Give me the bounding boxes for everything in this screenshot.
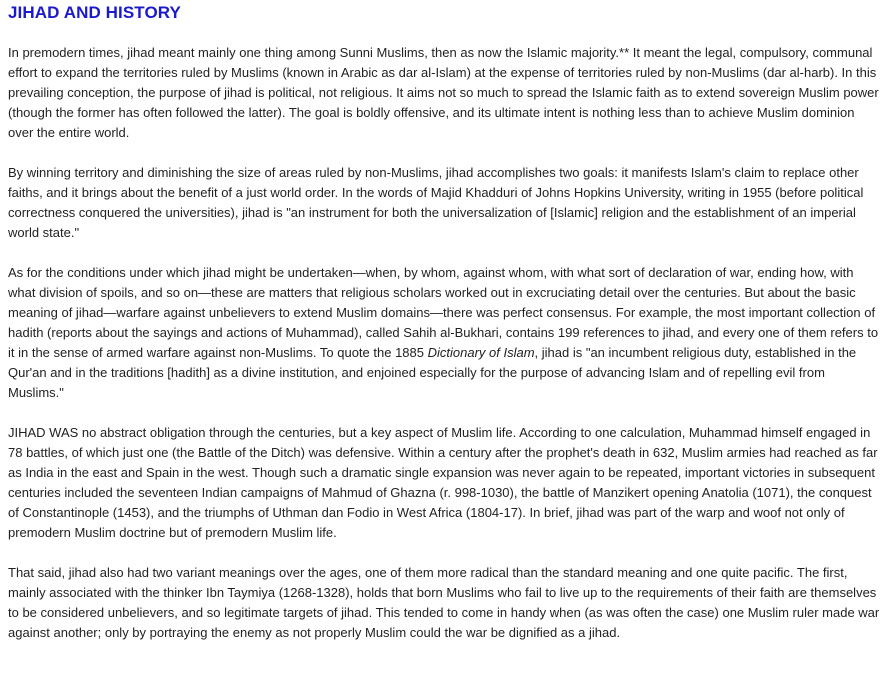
paragraph-4: JIHAD WAS no abstract obligation through the centuries, but a key aspect of Muslim life. According to one calculation, Muhammad himself engaged in 78 battles, of which just one (the Battle of the Ditch) was defensive. Within a century after the prophet's death in 632, Muslim armies had reached as far as India in the east and Spain in the west. Though such a dramatic single expansion was never again to be repeated, important victories in subsequent centuries included the seventeen Indian campaigns of Mahmud of Ghazna (r. 998-1030), the battle of Manzikert opening Anatolia (1071), the conquest of Constantinople (1453), and the triumphs of Uthman dan Fodio in West Africa (1804-17). In brief, jihad was part of the warp and woof not only of premodern Muslim doctrine but of premodern Muslim life. — [8, 425, 878, 540]
article — [8, 0, 880, 643]
paragraph-3-text-start: As for the conditions under which jihad might be undertaken—when, by whom, against whom, with what sort of declaration of war, ending how, with what division of spoils, and so on—these are matters that religious scholars worked out in excruciating detail over the centuries. But about the basic meaning of jihad—warfare against unbelievers to extend Muslim domains—there was perfect consensus. For example, the most important collection of hadith (reports about the sayings and actions of Muhammad), called Sahih al-Bukhari, contains 199 references to jihad, and every one of them refers to it in the sense of armed warfare against non-Muslims. To quote the 1885 — [8, 265, 879, 360]
paragraph-2: By winning territory and diminishing the size of areas ruled by non-Muslims, jihad accomplishes two goals: it manifests Islam's claim to replace other faiths, and it brings about the benefit of a just world order. In the words of Majid Khadduri of Johns Hopkins University, writing in 1955 (before political correctness conquered the universities), jihad is "an instrument for both the universalization of [Islamic] religion and the establishment of an imperial world state." — [8, 165, 864, 240]
paragraph-3 — [8, 263, 880, 403]
dictionary-of-islam-title: Dictionary of Islam — [427, 345, 535, 360]
paragraph-1: In premodern times, jihad meant mainly one thing among Sunni Muslims, then as now the Islamic majority.** It meant the legal, compulsory, communal effort to expand the territories ruled by Muslims (known in Arabic as dar al-Islam) at the expense of territories ruled by non-Muslims (dar al-harb). In this prevailing conception, the purpose of jihad is political, not religious. It aims not so much to spread the Islamic faith as to extend sovereign Muslim power (though the former has often followed the latter). The goal is boldly offensive, and its ultimate intent is nothing less than to achieve Muslim dominion over the entire world. — [8, 45, 879, 140]
article-heading: JIHAD AND HISTORY — [8, 3, 181, 22]
paragraph-5: That said, jihad also had two variant meanings over the ages, one of them more radical than the standard meaning and one quite pacific. The first, mainly associated with the thinker Ibn Taymiya (1268-1328), holds that born Muslims who fail to live up to the requirements of their faith are themselves to be considered unbelievers, and so legitimate targets of jihad. This tended to come in handy when (as was often the case) one Muslim ruler made war against another; only by portraying the enemy as not properly Muslim could the war be dignified as a jihad. — [8, 565, 880, 640]
paragraph-3-text-end: , jihad is "an incumbent religious duty, established in the Qur'an and in the traditions [hadith] as a divine institution, and enjoined especially for the purpose of advancing Islam and of repelling evil from Muslims." — [8, 345, 857, 400]
